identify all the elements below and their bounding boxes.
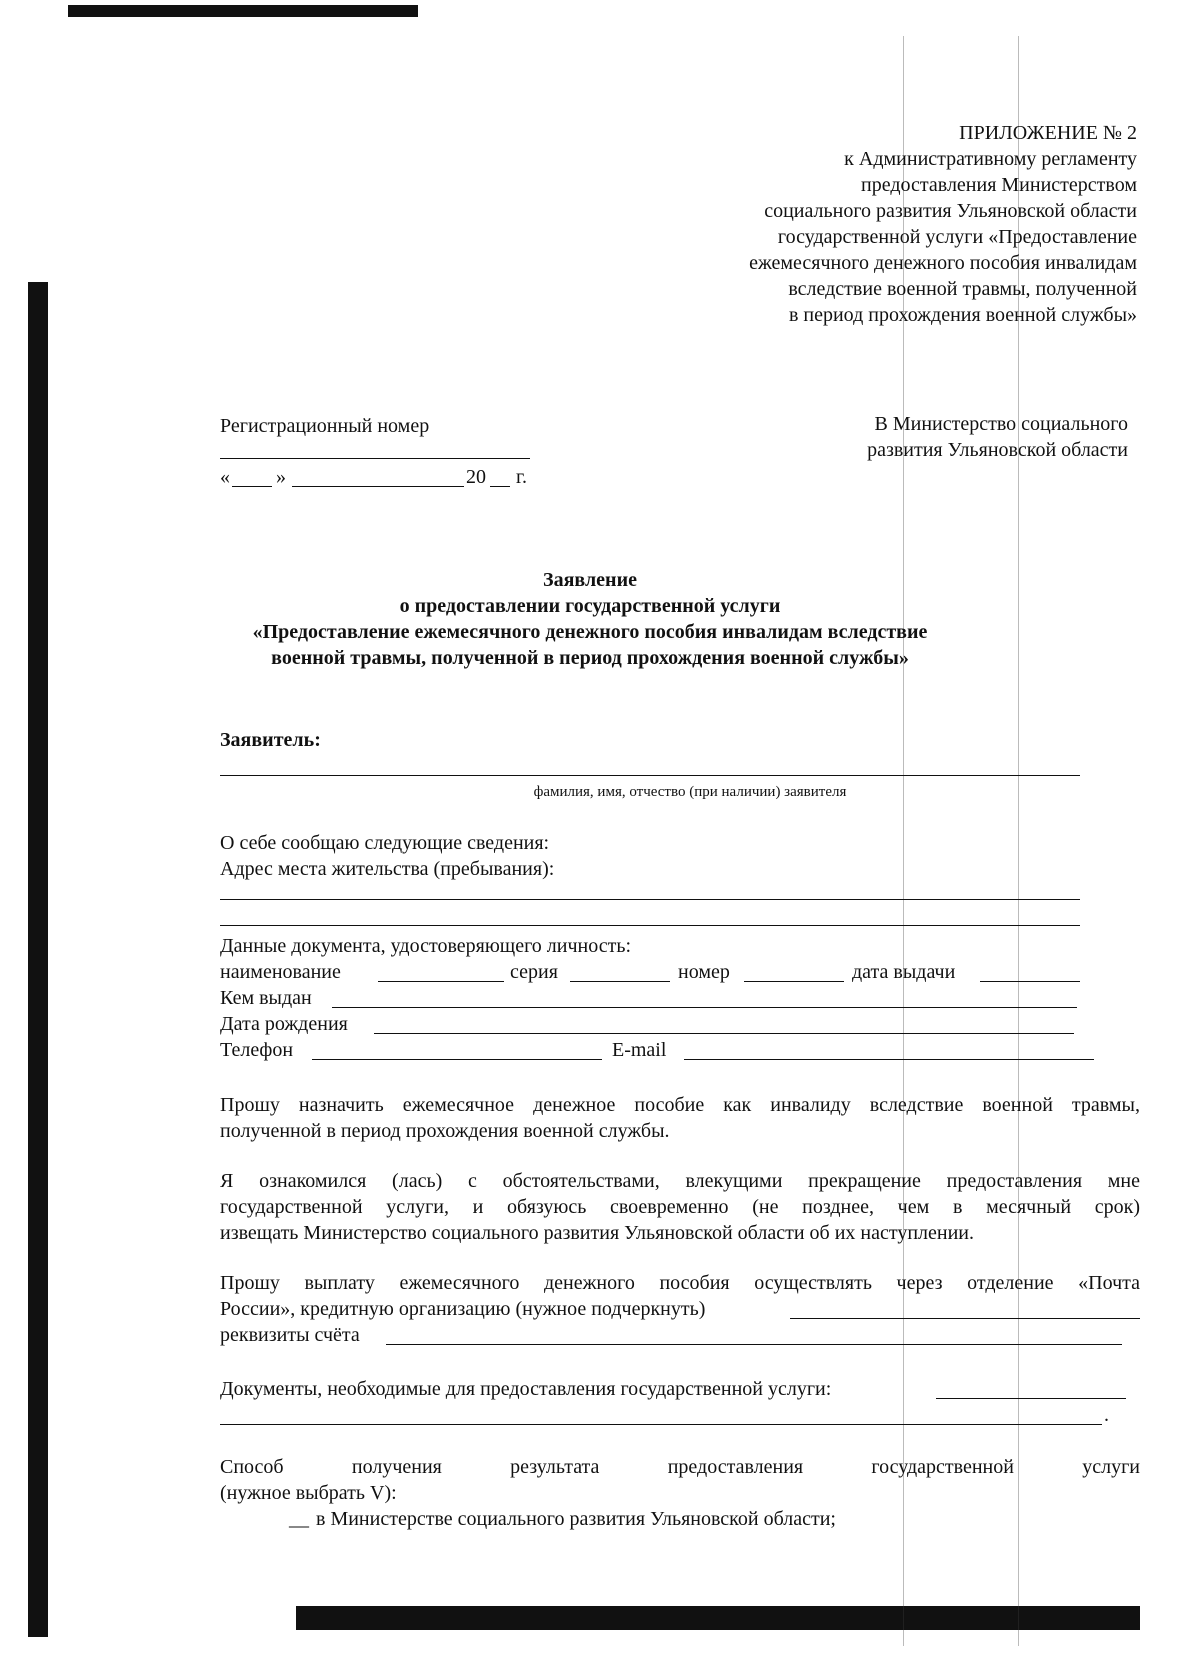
request-line-2: полученной в период прохождения военной службы. <box>220 1120 670 1142</box>
method-option-1: в Министерстве социального развития Ульяновской области; <box>316 1508 836 1530</box>
registration-year-suffix: г. <box>516 466 527 488</box>
account-details-label: реквизиты счёта <box>220 1324 360 1346</box>
addressee <box>728 411 1128 463</box>
appendix-line: в период прохождения военной службы» <box>788 304 1137 326</box>
payment-line-1: Прошу выплату ежемесячного денежного пособия осуществлять через отделение «Почта <box>220 1272 1140 1294</box>
registration-date-close: » <box>276 466 286 488</box>
addressee-line: развития Ульяновской области <box>867 439 1128 461</box>
documents-end-mark: . <box>1104 1404 1109 1426</box>
documents-field-2[interactable] <box>220 1424 1102 1425</box>
appendix-line: социального развития Ульяновской области <box>764 200 1137 222</box>
doc-number-field[interactable] <box>744 981 844 982</box>
appendix-line: государственной услуги «Предоставление <box>777 226 1137 248</box>
title-line: «Предоставление ежемесячного денежного пособия инвалидам вследствие <box>252 621 928 643</box>
address-field-1[interactable] <box>220 899 1080 900</box>
method-line-2: (нужное выбрать V): <box>220 1482 397 1504</box>
issued-by-field[interactable] <box>332 1007 1077 1008</box>
scan-top-bar <box>68 5 418 17</box>
doc-series-label: серия <box>510 961 558 983</box>
acknowledge-line-2: государственной услуги, и обязуюсь своевременно (не позднее, чем в месячный срок) <box>220 1196 1140 1218</box>
doc-date-field[interactable] <box>980 981 1080 982</box>
payment-line-2: России», кредитную организацию (нужное подчеркнуть) <box>220 1298 706 1320</box>
registration-day-field[interactable] <box>232 486 272 487</box>
title-line: военной травмы, полученной в период прохождения военной службы» <box>271 647 909 669</box>
registration-year: 20 <box>466 466 486 488</box>
doc-name-label: наименование <box>220 961 341 983</box>
doc-series-field[interactable] <box>570 981 670 982</box>
payment-method-field[interactable] <box>790 1318 1140 1319</box>
request-line-1: Прошу назначить ежемесячное денежное пособие как инвалиду вследствие военной травмы, <box>220 1094 1140 1116</box>
title-line: о предоставлении государственной услуги <box>399 595 781 617</box>
appendix-number: ПРИЛОЖЕНИЕ № 2 <box>959 122 1137 144</box>
appendix-line: вследствие военной травмы, полученной <box>788 278 1137 300</box>
appendix-line: ежемесячного денежного пособия инвалидам <box>749 252 1137 274</box>
issued-by-label: Кем выдан <box>220 987 312 1009</box>
scan-bottom-bar <box>296 1606 1140 1630</box>
scan-left-bar <box>28 282 48 1637</box>
title-line: Заявление <box>543 569 637 591</box>
address-label: Адрес места жительства (пребывания): <box>220 858 555 880</box>
acknowledge-line-3: извещать Министерство социального развития Ульяновской области об их наступлении. <box>220 1222 975 1244</box>
registration-number-field[interactable] <box>220 458 530 459</box>
email-label: E-mail <box>612 1039 667 1061</box>
method-line-1: Способ получения результата предоставления государственной услуги <box>220 1456 1140 1478</box>
registration-month-field[interactable] <box>292 486 464 487</box>
documents-field-1[interactable] <box>936 1398 1126 1399</box>
appendix-line: предоставления Министерством <box>861 174 1137 196</box>
method-option-1-mark[interactable]: __ <box>289 1508 309 1530</box>
email-field[interactable] <box>684 1059 1094 1060</box>
phone-label: Телефон <box>220 1039 294 1061</box>
doc-number-label: номер <box>678 961 730 983</box>
address-field-2[interactable] <box>220 925 1080 926</box>
appendix-block <box>617 120 1137 328</box>
account-details-field[interactable] <box>386 1344 1122 1345</box>
registration-year-field[interactable] <box>490 486 510 487</box>
doc-name-field[interactable] <box>378 981 504 982</box>
appendix-line: к Административному регламенту <box>844 148 1137 170</box>
doc-date-label: дата выдачи <box>852 961 956 983</box>
document-title <box>180 567 1000 671</box>
acknowledge-line-1: Я ознакомился (лась) с обстоятельствами, влекущими прекращение предоставления мне <box>220 1170 1140 1192</box>
registration-label: Регистрационный номер <box>220 415 430 437</box>
birth-date-label: Дата рождения <box>220 1013 348 1035</box>
identity-heading: Данные документа, удостоверяющего личность: <box>220 935 632 957</box>
documents-label: Документы, необходимые для предоставления государственной услуги: <box>220 1378 832 1400</box>
registration-date-open: « <box>220 466 230 488</box>
birth-date-field[interactable] <box>374 1033 1074 1034</box>
phone-field[interactable] <box>312 1059 602 1060</box>
addressee-line: В Министерство социального <box>874 413 1128 435</box>
info-intro: О себе сообщаю следующие сведения: <box>220 832 550 854</box>
applicant-caption: фамилия, имя, отчество (при наличии) заявителя <box>533 784 847 800</box>
applicant-name-field[interactable] <box>220 775 1080 776</box>
applicant-label: Заявитель: <box>220 729 321 751</box>
